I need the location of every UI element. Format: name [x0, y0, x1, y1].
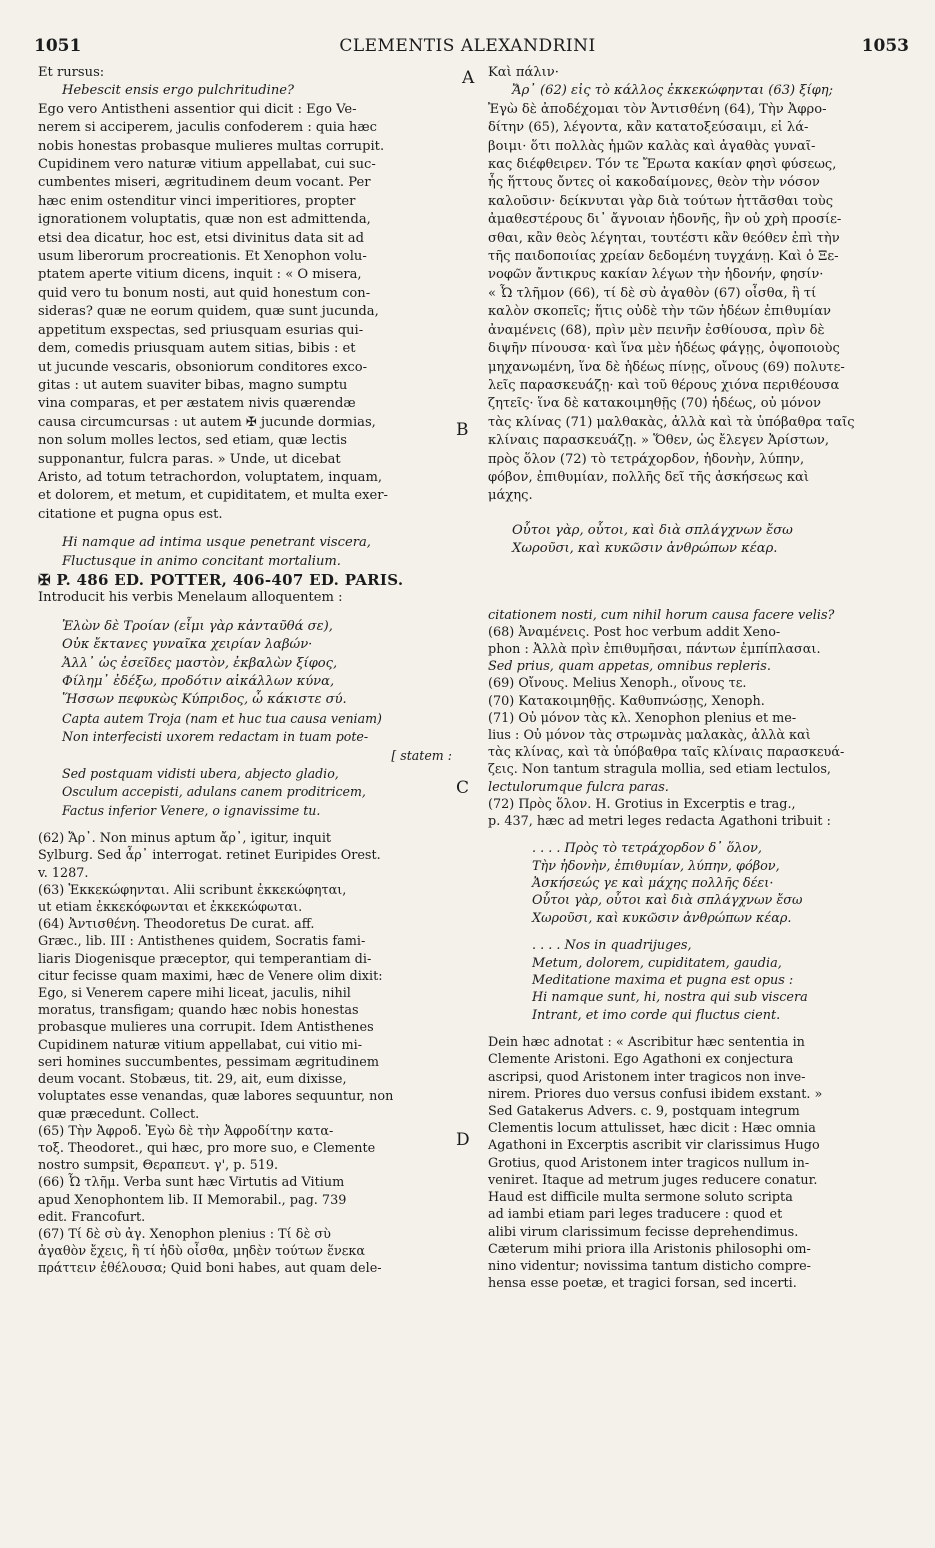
note-line: πράττειν ἐθέλουσα; Quid boni habes, aut quam dele-: [38, 1261, 382, 1277]
verse-line: Χωροῦσι, καὶ κυκῶσιν ἀνθρώπων κέαρ.: [532, 910, 792, 926]
note-line: Ego, si Venerem capere mihi liceat, jaculis, nihil: [38, 986, 351, 1002]
verse-line: Non interfecisti uxorem redactam in tuam pote-: [62, 729, 369, 745]
text-line: τὰς κλίνας (71) μαλθακὰς, ἀλλὰ καὶ τὰ ὑπόβαθρα ταῖς: [488, 414, 855, 430]
note-line: nostro sumpsit, Θεραπευτ. γ', p. 519.: [38, 1158, 279, 1174]
note-line: probasque mulieres una corrupit. Idem Antisthenes: [38, 1020, 374, 1036]
text-line: μηχανωμένη, ἵνα δὲ ἡδέως πίνῃς, οἴνους (69) πολυτε-: [488, 359, 845, 375]
note-line: (66) Ὦ τλῆμ. Verba sunt hæc Virtutis ad Vitium: [38, 1175, 345, 1191]
note-line: Sed Gatakerus Advers. c. 9, postquam integrum: [488, 1104, 800, 1120]
text-line: Introducit his verbis Menelaum alloquentem :: [38, 590, 343, 606]
greek-verse-quoted: [488, 840, 896, 927]
verse-line: Οὗτοι γὰρ, οὗτοι, καὶ διὰ σπλάγχνων ἔσω: [512, 522, 793, 538]
footnotes-right-a: [488, 607, 896, 831]
verse-line: Ἐλὼν δὲ Τροίαν (εἶμι γὰρ κἀνταῦθά σε),: [62, 618, 333, 634]
text-line: causa circumcursas : ut autem ✠ jucunde dormias,: [38, 414, 376, 430]
left-column: [38, 64, 452, 1278]
verse-line: Οὐκ ἔκτανες γυναῖκα χειρίαν λαβών·: [62, 637, 313, 653]
note-line: seri homines succumbentes, pessimam ægritudinem: [38, 1054, 379, 1070]
note-line: moratus, transfigam; quando hæc nobis honestas: [38, 1003, 359, 1019]
verse-line: Ἀλλ᾽ ὡς ἐσεῖδες μαστὸν, ἐκβαλὼν ξίφος,: [62, 655, 338, 671]
text-line: λεῖς παρασκευάζῃ· καὶ τοῦ θέρους χιόνα περιθέουσα: [488, 377, 840, 393]
text-line: Et rursus:: [38, 65, 105, 80]
note-line: liaris Diogenisque præceptor, qui temperantiam di-: [38, 951, 372, 967]
text-line: καλοῦσιν· δείκνυται γὰρ διὰ τούτων ἡττᾶσθαι τοὺς: [488, 193, 834, 209]
note-line: Agathoni in Excerptis ascribit vir clarissimus Hugo: [488, 1138, 820, 1154]
note-line: (72) Πρὸς ὅλον. H. Grotius in Excerptis e trag.,: [488, 796, 796, 812]
margin-letter-c: C: [456, 778, 470, 798]
footnotes-left: [38, 830, 452, 1277]
margin-letter-a: A: [462, 68, 475, 88]
note-line: phon : Ἀλλὰ πρὶν ἐπιθυμῆσαι, πάντων ἐμπίπλασαι.: [488, 641, 821, 657]
note-line: hensa esse poetæ, et tragici forsan, sed incerti.: [488, 1276, 797, 1292]
note-line: Dein hæc adnotat : « Ascribitur hæc sententia in: [488, 1035, 805, 1051]
greek-verse: [38, 618, 452, 710]
text-line: Ἐγὼ δὲ ἀποδέχομαι τὸν Ἀντισθένη (64), Τὴν Ἀφρο-: [488, 101, 827, 117]
text-line: et dolorem, et metum, et cupiditatem, et multa exer-: [38, 488, 388, 504]
verse-line: . . . . Nos in quadrijuges,: [532, 938, 692, 954]
note-line: voluptates esse venandas, quæ labores sequuntur, non: [38, 1089, 394, 1105]
text-line: ut jucunde vescaris, obsoniorum conditores exco-: [38, 359, 368, 375]
text-line: σθαι, κἂν θεὸς λέγηται, τουτέστι κἂν θεόθεν ἐπὶ τὴν: [488, 230, 840, 246]
note-line: veniret. Itaque ad metrum juges reducere conatur.: [488, 1172, 818, 1188]
verse-line: Factus inferior Venere, o ignavissime tu.: [62, 802, 321, 818]
right-column: [488, 64, 896, 1292]
verse-line: Intrant, et imo corde qui fluctus cient.: [532, 1007, 781, 1023]
note-line: alibi virum clarissimum fecisse deprehendimus.: [488, 1224, 799, 1240]
note-line: Haud est difficile multa sermone soluto scripta: [488, 1190, 793, 1206]
text-line: ignorationem voluptatis, quæ non est admittenda,: [38, 212, 371, 228]
text-line: « Ὦ τλῆμον (66), τί δὲ σὺ ἀγαθὸν (67) οἶσθα, ἢ τί: [488, 285, 817, 301]
note-line: (65) Τὴν Ἀφροδ. Ἐγὼ δὲ τὴν Ἀφροδίτην κατα-: [38, 1123, 334, 1139]
text-line: μάχης.: [488, 488, 533, 504]
latin-main-text: [38, 101, 452, 524]
verse-line: Fluctusque in animo concitant mortalium.: [62, 553, 341, 569]
verse-line: Metum, dolorem, cupiditatem, gaudia,: [532, 955, 782, 971]
note-line: nino videntur; novissima tantum disticho compre-: [488, 1258, 811, 1274]
greek-verse: [488, 522, 896, 559]
text-line: vina comparas, et per æstatem nivis quærendæ: [38, 396, 356, 412]
verse-line: Ἀσκήσεώς γε καὶ μάχης πολλῆς δέει·: [532, 876, 774, 892]
running-title: CLEMENTIS ALEXANDRINI: [339, 36, 596, 56]
note-line: ad iambi etiam pari leges traducere : quod et: [488, 1207, 783, 1223]
note-line: lectulorumque fulcra paras.: [488, 779, 669, 795]
verse-line: Τὴν ἡδονὴν, ἐπιθυμίαν, λύπην, φόβον,: [532, 858, 780, 874]
note-line: Græc., lib. III : Antisthenes quidem, Socratis fami-: [38, 934, 366, 950]
verse-line: Hi namque ad intima usque penetrant viscera,: [62, 535, 371, 551]
verse-line: Hebescit ensis ergo pulchritudine?: [62, 83, 295, 99]
verse-line: . . . . Πρὸς τὸ τετράχορδον δ᾽ ὅλον,: [532, 841, 762, 857]
note-line: edit. Francofurt.: [38, 1209, 146, 1225]
note-line: (69) Οἴνους. Melius Xenoph., οἴνους τε.: [488, 676, 747, 692]
verse-line: Sed postquam vidisti ubera, abjecto gladio,: [62, 766, 339, 782]
text-line: ζητεῖς· ἵνα δὲ κατακοιμηθῇς (70) ἡδέως, οὐ μόνον: [488, 396, 821, 412]
verse-line: Capta autem Troja (nam et huc tua causa veniam): [62, 710, 382, 726]
text-line: ptatem aperte vitium dicens, inquit : « O misera,: [38, 267, 362, 283]
text-line: citatione et pugna opus est.: [38, 506, 223, 522]
note-line: τοξ. Theodoret., qui hæc, pro more suo, e Clemente: [38, 1140, 376, 1156]
text-line: φόβον, ἐπιθυμίαν, πολλῆς δεῖ τῆς ἀσκήσεως καὶ: [488, 469, 810, 485]
text-line: πρὸς ὅλον (72) τὸ τετράχορδον, ἡδονὴν, λύπην,: [488, 451, 805, 467]
note-line: Cæterum mihi priora illa Aristonis philosophi om-: [488, 1241, 811, 1257]
text-line: quid vero tu bonum nosti, aut quid honestum con-: [38, 285, 371, 301]
text-line: cumbentes miseri, ægritudinem deum vocant. Per: [38, 175, 371, 191]
margin-letter-b: B: [456, 420, 469, 440]
text-line: non solum molles lectos, sed etiam, quæ lectis: [38, 433, 347, 449]
verse-line: Οὗτοι γὰρ, οὗτοι καὶ διὰ σπλάγχνων ἔσω: [532, 893, 803, 909]
page-number-right: 1053: [861, 36, 909, 56]
note-line: ut etiam ἐκκεκόφωνται et ἐκκεκώφωται.: [38, 900, 303, 916]
text-line: κλίναις παρασκευάζῃ. » Ὅθεν, ὡς ἔλεγεν Ἀρίστων,: [488, 433, 830, 449]
verse-line: Osculum accepisti, adulans canem proditricem,: [62, 784, 366, 800]
text-line: nobis honestas probasque mulieres multas corrupit.: [38, 138, 385, 154]
text-line: διψῆν πίνουσα· καὶ ἵνα μὲν ἡδέως φάγῃς, ὀψοποιοὺς: [488, 341, 840, 357]
text-line: gitas : ut autem suaviter bibas, magno sumptu: [38, 377, 348, 393]
text-line: etsi dea dicatur, hoc est, etsi divinitus data sit ad: [38, 230, 364, 246]
text-line: Cupidinem vero naturæ vitium appellabat, cui suc-: [38, 157, 376, 173]
note-line: Sed prius, quam appetas, omnibus repleris.: [488, 659, 771, 675]
note-line: Cupidinem naturæ vitium appellabat, cui vitio mi-: [38, 1037, 363, 1053]
text-line: supponantur, fulcra paras. » Unde, ut dicebat: [38, 451, 341, 467]
text-line: νοφῶν ἄντικρυς κακίαν λέγων τὴν ἡδονήν, φησίν·: [488, 267, 824, 283]
verse-line: [ statem :: [391, 747, 452, 763]
latin-verse: [38, 534, 452, 571]
verse-line: Χωροῦσι, καὶ κυκῶσιν ἀνθρώπων κέαρ.: [512, 541, 778, 557]
note-line: quæ præcedunt. Collect.: [38, 1106, 200, 1122]
text-line: Aristo, ad totum tetrachordon, voluptatem, inquam,: [38, 469, 383, 485]
text-line: ἀναμένεις (68), πρὶν μὲν πεινῆν ἐσθίουσα, πρὶν δὲ: [488, 322, 825, 338]
footnotes-right-b: [488, 1034, 896, 1292]
note-line: lius : Οὐ μόνον τὰς στρωμνὰς μαλακὰς, ἀλλὰ καὶ: [488, 727, 811, 743]
note-line: (71) Οὐ μόνον τὰς κλ. Xenophon plenius et me-: [488, 710, 797, 726]
note-line: (68) Ἀναμένεις. Post hoc verbum addit Xeno-: [488, 624, 781, 640]
verse-line: Ἥσσων πεφυκὼς Κύπριδος, ὦ κάκιστε σύ.: [62, 692, 347, 708]
note-line: (70) Κατακοιμηθῇς. Καθυπνώσῃς, Xenoph.: [488, 693, 765, 709]
text-line: hæc enim ostenditur vinci imperitiores, propter: [38, 193, 356, 209]
note-line: ζεις. Non tantum stragula mollia, sed etiam lectulos,: [488, 762, 831, 778]
margin-letter-d: D: [456, 1130, 470, 1150]
text-line: ἧς ἥττους ὄντες οἱ κακοδαίμονες, θεὸν τὴν νόσον: [488, 175, 820, 191]
verse-line: Hi namque sunt, hi, nostra qui sub viscera: [532, 990, 808, 1006]
text-line: Καὶ πάλιν·: [488, 65, 559, 80]
text-line: βοιμι· ὅτι πολλὰς ἡμῶν καλὰς καὶ ἀγαθὰς γυναῖ-: [488, 138, 816, 154]
text-line: δίτην (65), λέγοντα, κἂν κατατοξεύσαιμι, εἰ λά-: [488, 120, 809, 136]
verse-line: Ἄρ᾽ (62) εἰς τὸ κάλλος ἐκκεκώφηνται (63) ξίφη;: [512, 83, 834, 99]
latin-verse-quoted: [488, 937, 896, 1024]
note-line: (64) Ἀντισθένη. Theodoretus De curat. aff.: [38, 917, 315, 933]
text-line: Ego vero Antistheni assentior qui dicit : Ego Ve-: [38, 101, 357, 117]
text-line: usum liberorum procreationis. Et Xenophon volu-: [38, 249, 367, 265]
note-line: Clemente Aristoni. Ego Agathoni ex conjectura: [488, 1052, 794, 1068]
note-line: deum vocant. Stobæus, tit. 29, ait, eum dixisse,: [38, 1072, 347, 1088]
running-header: [0, 36, 935, 60]
note-line: Clementis locum attulisset, hæc dicit : Hæc omnia: [488, 1121, 816, 1137]
text-line: τῆς παιδοποιίας χρείαν δεδομένη τυγχάνῃ. Καὶ ὁ Ξε-: [488, 249, 839, 265]
text-line: sideras? quæ ne eorum quidem, quæ sunt jucunda,: [38, 304, 379, 320]
text-line: nerem si acciperem, jaculis confoderem : quia hæc: [38, 120, 377, 136]
note-line: citationem nosti, cum nihil horum causa facere velis?: [488, 607, 835, 623]
note-line: p. 437, hæc ad metri leges redacta Agathoni tribuit :: [488, 814, 831, 829]
text-line: appetitum exspectas, sed priusquam esurias qui-: [38, 322, 364, 338]
note-line: ἀγαθὸν ἔχεις, ἢ τί ἡδὺ οἶσθα, μηδὲν τούτων ἕνεκα: [38, 1244, 366, 1260]
note-line: Sylburg. Sed ἆρ᾽ interrogat. retinet Euripides Orest.: [38, 848, 381, 864]
note-line: v. 1287.: [38, 865, 89, 881]
note-line: Grotius, quod Aristonem inter tragicos nullum in-: [488, 1155, 810, 1171]
text-line: καλὸν σκοπεῖς; ἥτις οὐδὲ τὴν τῶν ἡδέων ἐπιθυμίαν: [488, 304, 832, 320]
latin-translation-verse: [38, 710, 452, 820]
note-line: τὰς κλίνας, καὶ τὰ ὑπόβαθρα ταῖς κλίναις παρασκευά-: [488, 745, 845, 761]
page-number-left: 1051: [34, 36, 82, 56]
verse-line: Meditatione maxima et pugna est opus :: [532, 973, 794, 989]
note-line: ascripsi, quod Aristonem inter tragicos non inve-: [488, 1069, 806, 1085]
greek-main-text: [488, 101, 896, 506]
note-line: (62) Ἄρ᾽. Non minus aptum ἄρ᾽, igitur, inquit: [38, 831, 332, 847]
note-line: (63) Ἐκκεκώφηνται. Alii scribunt ἐκκεκώφηται,: [38, 882, 347, 898]
note-line: (67) Τί δὲ σὺ ἀγ. Xenophon plenius : Τί δὲ σὺ: [38, 1226, 331, 1242]
verse-line: Φίλημ᾽ ἐδέξω, προδότιν αἰκάλλων κύνα,: [62, 674, 335, 689]
note-line: apud Xenophontem lib. II Memorabil., pag. 739: [38, 1192, 347, 1208]
text-line: κας διέφθειρεν. Τόν τε Ἔρωτα κακίαν φησὶ φύσεως,: [488, 157, 837, 173]
text-line: dem, comedis priusquam autem sitias, bibis : et: [38, 341, 356, 357]
section-heading: ✠ P. 486 ED. POTTER, 406-407 ED. PARIS.: [38, 570, 404, 589]
note-line: citur fecisse quam maximi, hæc de Venere olim dixit:: [38, 968, 383, 984]
note-line: nirem. Priores duo versus confusi ibidem exstant. »: [488, 1086, 823, 1102]
text-line: ἀμαθεστέρους δι᾽ ἄγνοιαν ἡδονῆς, ἣν οὐ χρὴ προσίε-: [488, 212, 842, 228]
